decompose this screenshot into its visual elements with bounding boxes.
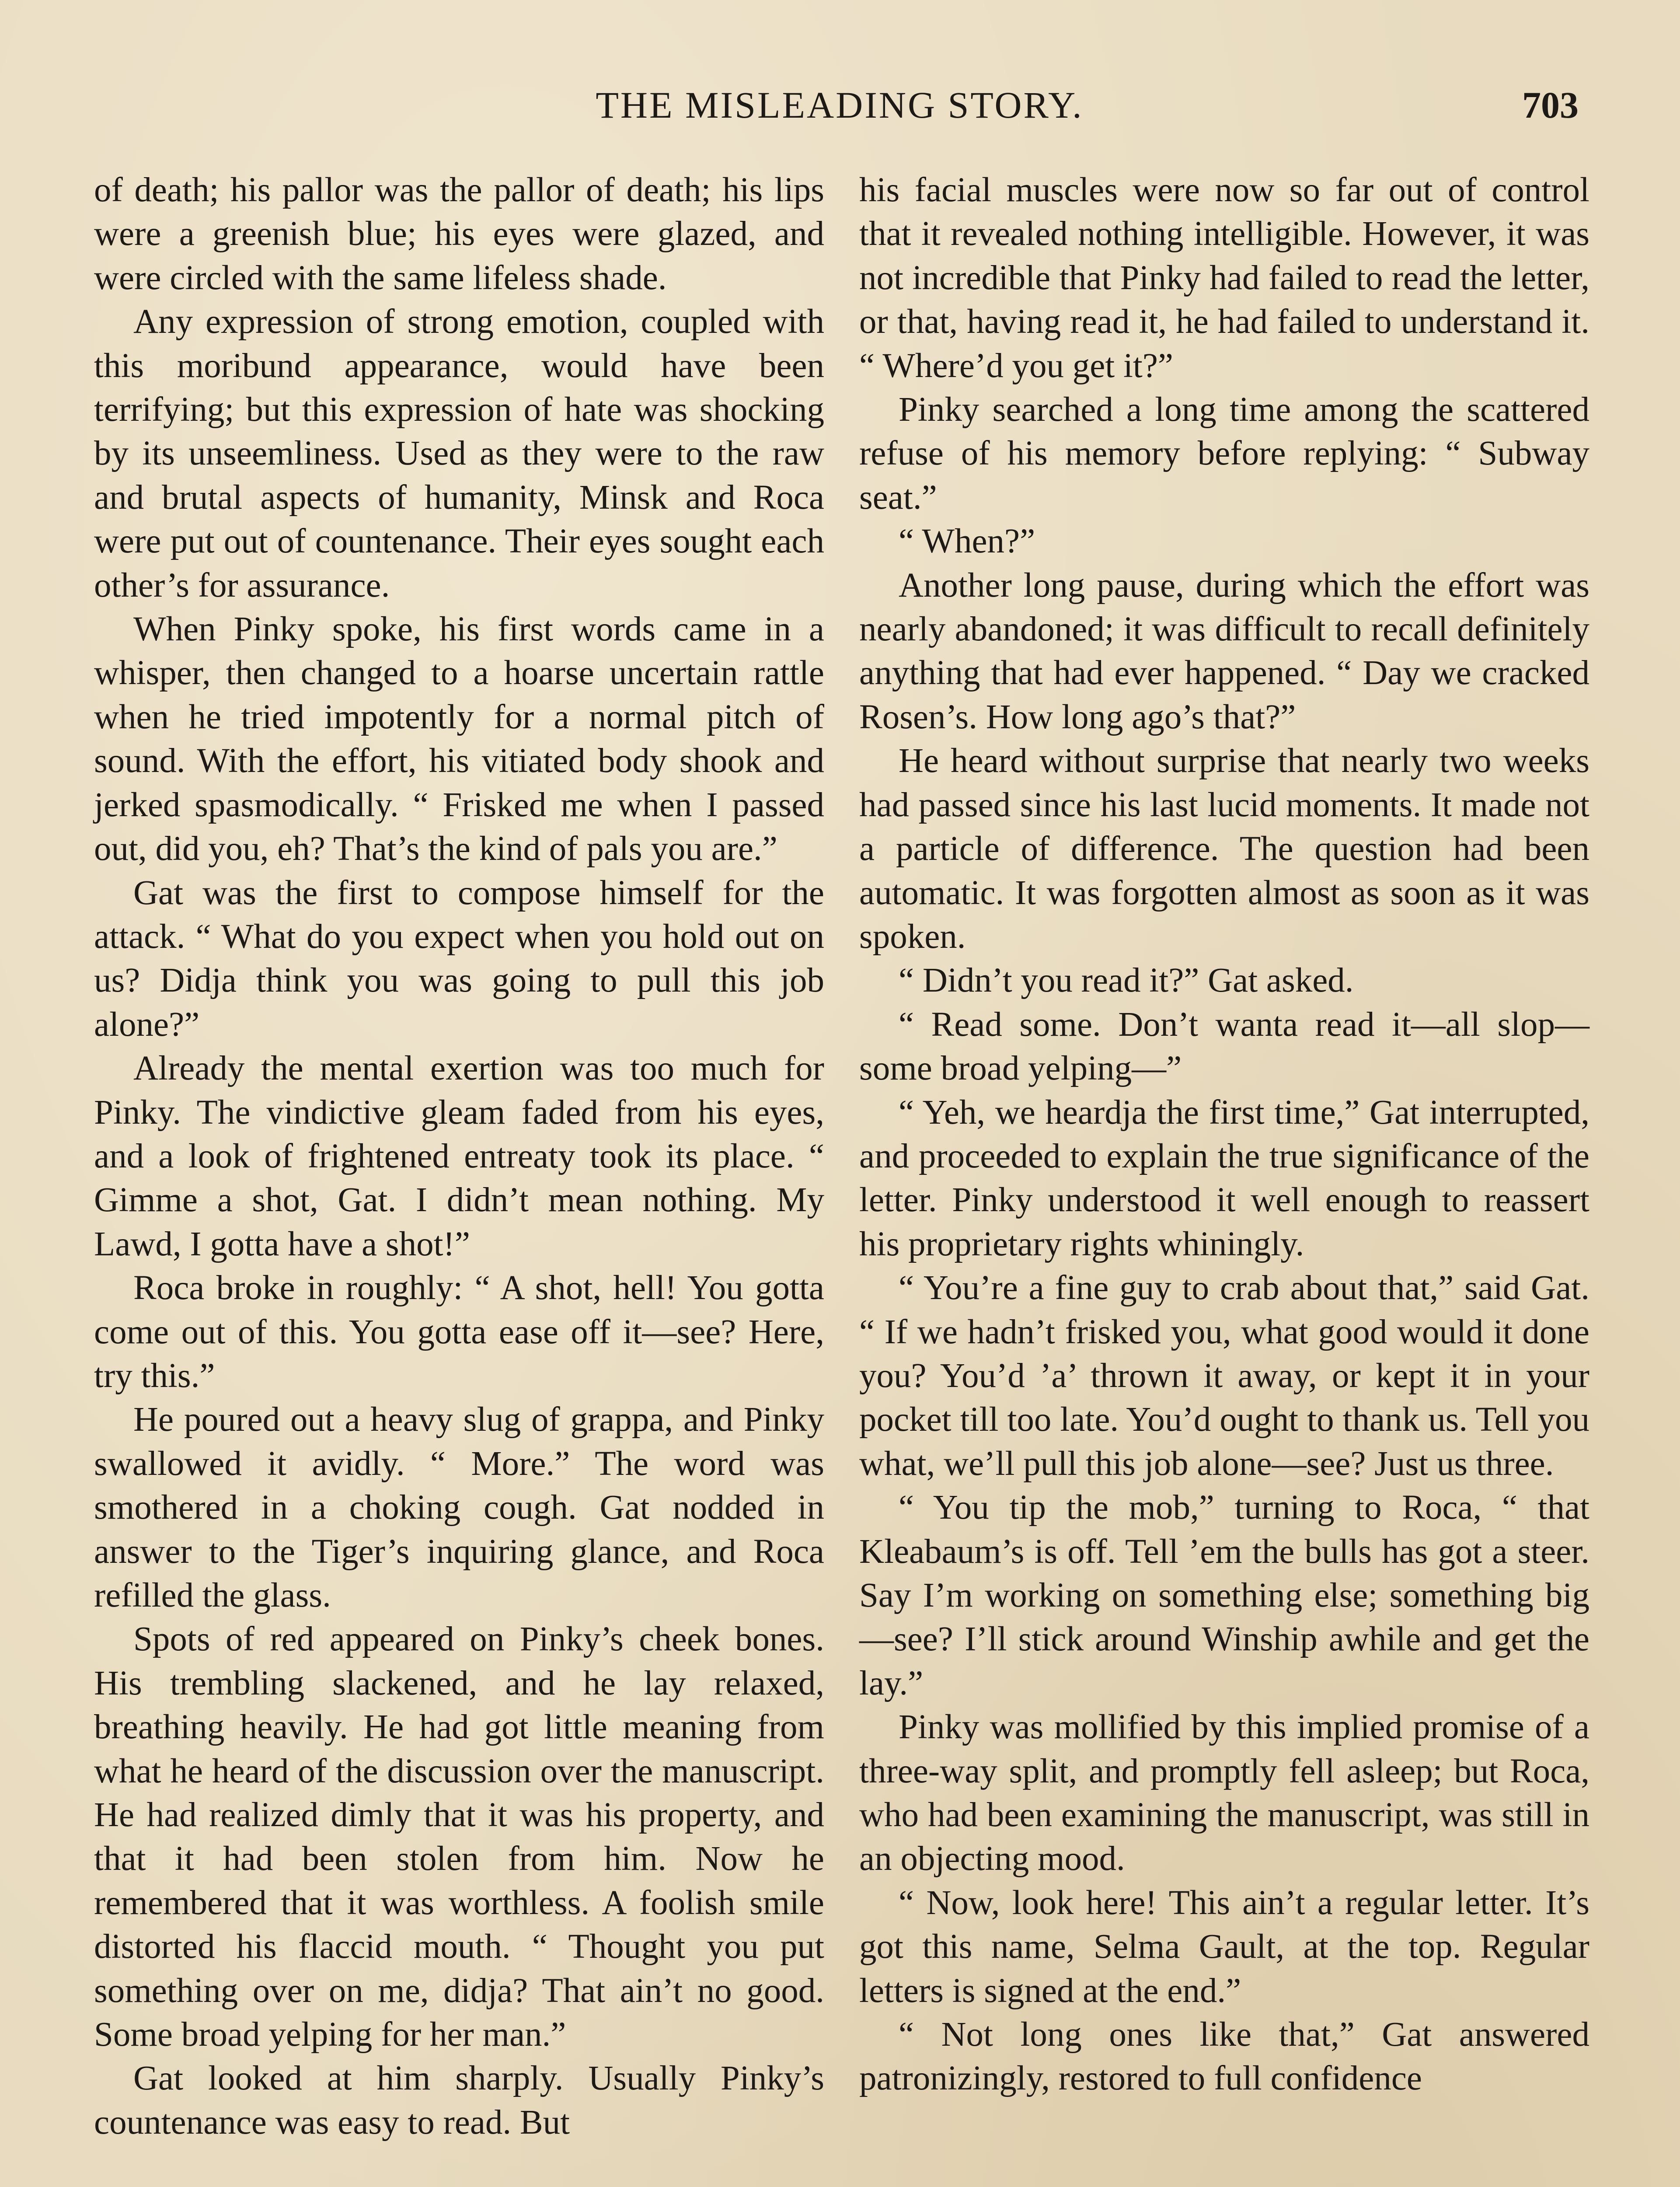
right-column [859, 168, 1589, 2101]
page-number: 703 [1522, 84, 1579, 126]
paragraph: Another long pause, during which the effort was nearly abandoned; it was difficult to recall definitely anything that had ever happened. “ Day we cracked Rosen’s. How long ago’s that?” [859, 566, 1589, 736]
left-column [94, 168, 824, 2145]
paragraph: his facial muscles were now so far out of control that it revealed nothing intelligible. However, it was not incredible that Pinky had failed to read the letter, or that, having read it, he had failed to understand it. “ Where’d you get it?” [859, 171, 1589, 385]
running-title: THE MISLEADING STORY. [596, 84, 1084, 126]
paragraph: Gat was the first to compose himself for the attack. “ What do you expect when you hold out on us? Didja think you was going to pull this job alone?” [94, 873, 824, 1044]
paragraph: Gat looked at him sharply. Usually Pinky’s countenance was easy to read. But [94, 2059, 824, 2142]
paragraph: When Pinky spoke, his first words came in a whisper, then changed to a hoarse uncertain rattle when he tried impotently for a normal pitch of sound. With the effort, his vitiated body shook and jerked spasmodically. “ Frisked me when I passed out, did you, eh? That’s the kind of pals you are.” [94, 610, 824, 868]
paragraph: “ When?” [899, 522, 1035, 561]
paragraph: Pinky was mollified by this implied promise of a three-way split, and promptly fell asleep; but Roca, who had been examining the manuscript, was still in an objecting mood. [859, 1708, 1589, 1878]
paragraph: “ You’re a fine guy to crab about that,” said Gat. “ If we hadn’t frisked you, what good would it done you? You’d ’a’ thrown it away, or kept it in your pocket till too late. You’d ought to thank us. Tell you what, we’ll pull this job alone—see? Just us three. [859, 1269, 1589, 1483]
paragraph: “ You tip the mob,” turning to Roca, “ that Kleabaum’s is off. Tell ’em the bulls has got a steer. Say I’m working on something else; something big—see? I’ll stick around Winship awhile and get the lay.” [859, 1488, 1589, 1702]
paragraph: Any expression of strong emotion, coupled with this moribund appearance, would have been terrifying; but this expression of hate was shocking by its unseemliness. Used as they were to the raw and brutal aspects of humanity, Minsk and Roca were put out of countenance. Their eyes sought each other’s for assurance. [94, 303, 824, 604]
paragraph: of death; his pallor was the pallor of death; his lips were a greenish blue; his eyes were glazed, and were circled with the same lifeless shade. [94, 171, 824, 297]
paragraph: He poured out a heavy slug of grappa, and Pinky swallowed it avidly. “ More.” The word was smothered in a choking cough. Gat nodded in answer to the Tiger’s inquiring glance, and Roca refilled the glass. [94, 1401, 824, 1614]
paragraph: “ Didn’t you read it?” Gat asked. [899, 961, 1354, 1000]
paragraph: “ Not long ones like that,” Gat answered patronizingly, restored to full confidence [859, 2016, 1589, 2098]
paragraph: “ Yeh, we heardja the first time,” Gat interrupted, and proceeded to explain the true significance of the letter. Pinky understood it well enough to reassert his proprietary rights whiningly. [859, 1093, 1589, 1263]
paragraph: “ Now, look here! This ain’t a regular letter. It’s got this name, Selma Gault, at the top. Regular letters is signed at the end.” [859, 1883, 1589, 2010]
paragraph: Pinky searched a long time among the scattered refuse of his memory before replying: “ Subway seat.” [859, 391, 1589, 517]
paragraph: He heard without surprise that nearly two weeks had passed since his last lucid moments. It made not a particle of difference. The question had been automatic. It was forgotten almost as soon as it was spoken. [859, 742, 1589, 956]
paragraph: Spots of red appeared on Pinky’s cheek bones. His trembling slackened, and he lay relaxed, breathing heavily. He had got little meaning from what he heard of the discussion over the manuscript. He had realized dimly that it was his property, and that it had been stolen from him. Now he remembered that it was worthless. A foolish smile distorted his flaccid mouth. “ Thought you put something over on me, didja? That ain’t no good. Some broad yelping for her man.” [94, 1620, 824, 2054]
running-head [87, 81, 1592, 129]
paragraph: “ Read some. Don’t wanta read it—all slop—some broad yelping—” [859, 1005, 1589, 1088]
paragraph: Already the mental exertion was too much for Pinky. The vindictive gleam faded from his eyes, and a look of frightened entreaty took its place. “ Gimme a shot, Gat. I didn’t mean nothing. My Lawd, I gotta have a shot!” [94, 1049, 824, 1263]
paragraph: Roca broke in roughly: “ A shot, hell! You gotta come out of this. You gotta ease off it—see? Here, try this.” [94, 1269, 824, 1395]
